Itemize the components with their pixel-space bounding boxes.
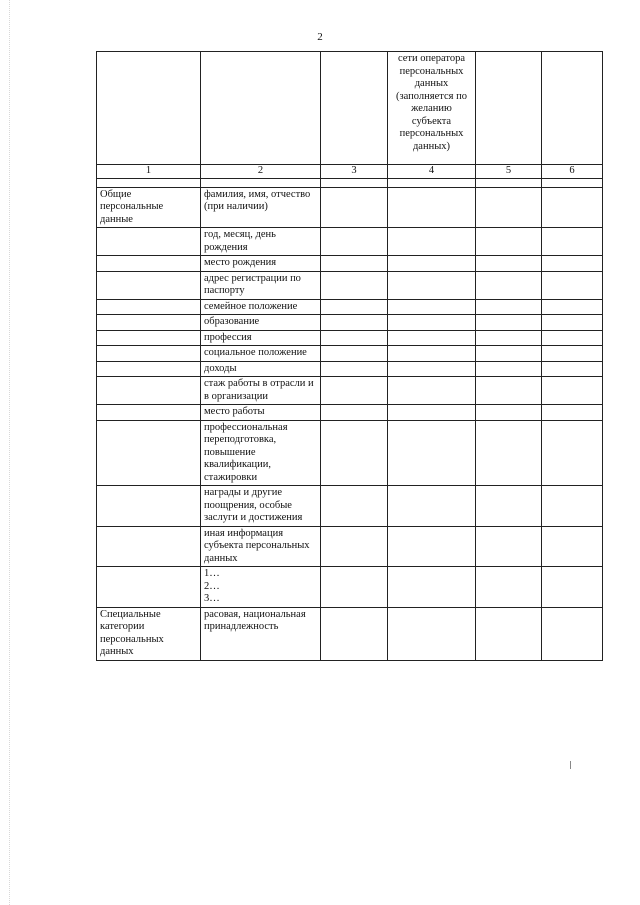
scan-mark xyxy=(570,761,571,769)
header-cell-2 xyxy=(201,52,321,165)
data-item-cell: доходы xyxy=(201,361,321,377)
data-item-cell: награды и другие поощрения, особые заслуги и достижения xyxy=(201,486,321,527)
data-item-cell: адрес регистрации по паспорту xyxy=(201,271,321,299)
data-item-cell: место работы xyxy=(201,405,321,421)
data-item-cell: иная информация субъекта персональных данных xyxy=(201,526,321,567)
table-row xyxy=(97,346,603,362)
data-item-cell: образование xyxy=(201,315,321,331)
data-item-cell: профессиональная переподготовка, повышение квалификации, стажировки xyxy=(201,420,321,486)
data-item-cell: стаж работы в отрасли и в организации xyxy=(201,377,321,405)
table-row xyxy=(97,187,603,228)
table-header-row xyxy=(97,52,603,165)
header-cell-3 xyxy=(321,52,388,165)
column-number: 1 xyxy=(97,165,201,179)
table-row xyxy=(97,271,603,299)
data-item-cell: семейное положение xyxy=(201,299,321,315)
data-item-cell: фамилия, имя, отчество (при наличии) xyxy=(201,187,321,228)
table-row xyxy=(97,377,603,405)
column-number-row xyxy=(97,165,603,179)
data-item-cell: расовая, национальная принадлежность xyxy=(201,607,321,660)
column-number: 2 xyxy=(201,165,321,179)
header-cell-1 xyxy=(97,52,201,165)
numbered-item: 2… xyxy=(204,580,220,592)
table-row xyxy=(97,405,603,421)
data-item-cell: профессия xyxy=(201,330,321,346)
header-cell-4: сети оператора персональных данных (заполняется по желанию субъекта персональных данных) xyxy=(388,52,476,165)
column-number: 5 xyxy=(476,165,542,179)
personal-data-table xyxy=(96,51,603,661)
column-number: 4 xyxy=(388,165,476,179)
table-row xyxy=(97,567,603,608)
table-row xyxy=(97,420,603,486)
table-row xyxy=(97,486,603,527)
data-item-cell: социальное положение xyxy=(201,346,321,362)
table-row xyxy=(97,607,603,660)
spacer-row xyxy=(97,178,603,187)
page-number: 2 xyxy=(317,31,323,43)
scan-margin-line xyxy=(9,0,10,905)
data-item-cell: место рождения xyxy=(201,256,321,272)
data-item-cell: год, месяц, день рождения xyxy=(201,228,321,256)
table-row xyxy=(97,361,603,377)
table-row xyxy=(97,315,603,331)
table-row xyxy=(97,526,603,567)
table-row xyxy=(97,256,603,272)
column-number: 3 xyxy=(321,165,388,179)
category-cell: Специальные категории персональных данных xyxy=(97,607,201,660)
category-cell: Общие персональные данные xyxy=(97,187,201,228)
numbered-items-cell xyxy=(201,567,321,608)
table-row xyxy=(97,330,603,346)
column-number: 6 xyxy=(542,165,603,179)
table-row xyxy=(97,299,603,315)
numbered-item: 3… xyxy=(204,593,220,604)
header-cell-5 xyxy=(476,52,542,165)
numbered-item: 1… xyxy=(204,568,220,579)
header-cell-6 xyxy=(542,52,603,165)
table-row xyxy=(97,228,603,256)
